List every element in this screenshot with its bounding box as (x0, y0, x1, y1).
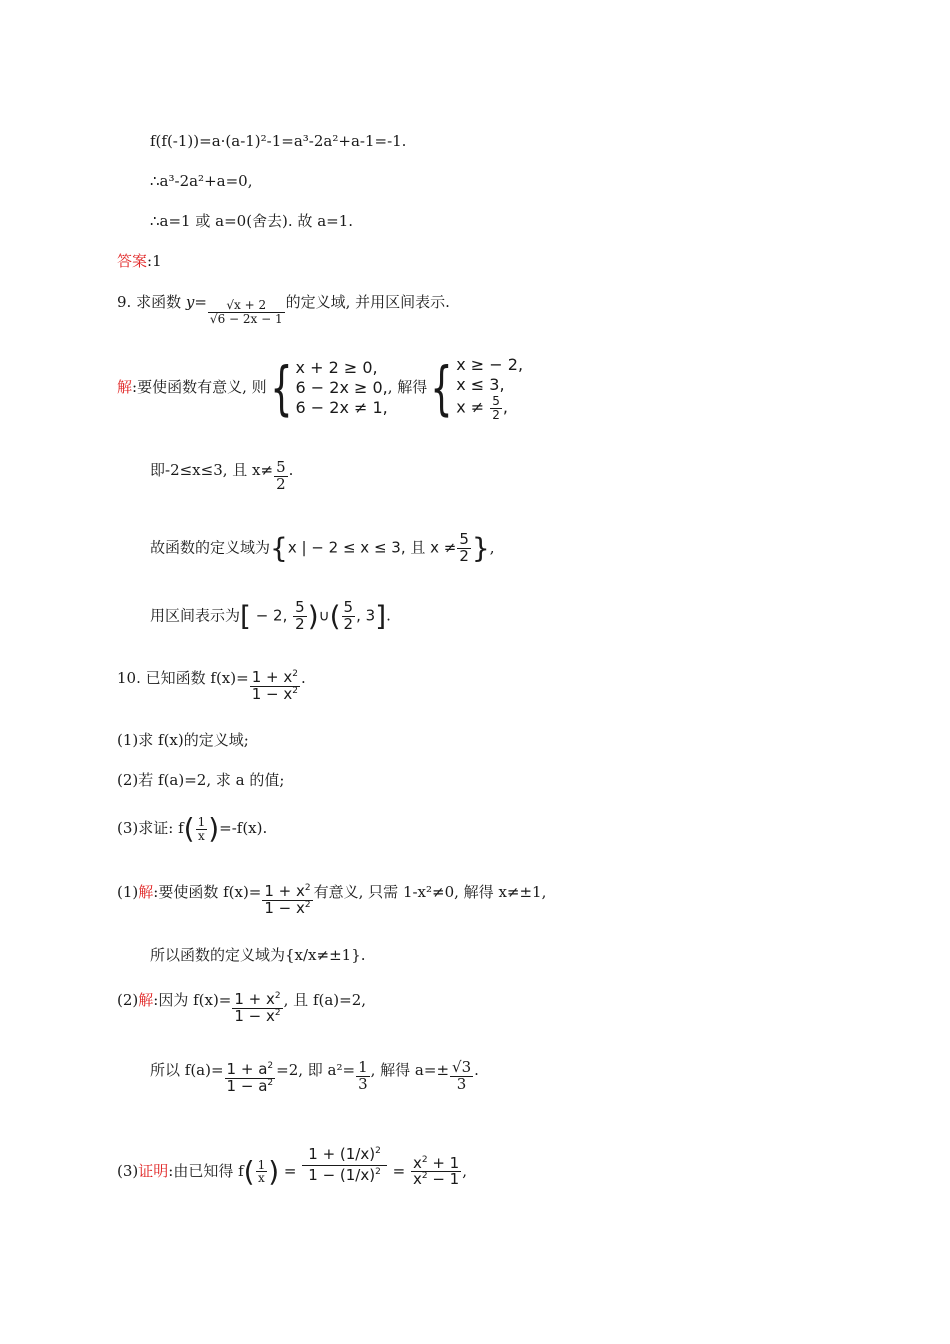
system-2: x ≥ − 2, x ≤ 3, x ≠ $\frac{5}{2}$ , (456, 355, 524, 422)
solution-9: 解:要使函数有意义, 则{ x + 2 ≥ 0, 6 − 2x ≥ 0, 6 − 2x ≠ 1, , 解得{ x ≥ − 2, x ≤ 3, x ≠ $\frac{5}{2}$ , (117, 354, 524, 423)
q9-prefix: 9. 求函数 (117, 293, 182, 311)
line-text: f(f(-1))=a·(a-1)²-1=a³-2a²+a-1=-1. (150, 132, 407, 150)
solution-10-2-b: 所以 f(a)= $\frac{1 + a^2}{1 - a^2}$ =2, 即 a²= $\frac{1}{3}$ , 解得 a=± $\frac{√3}{3}$ . (150, 1058, 479, 1095)
jie-label: 解 (117, 378, 133, 397)
solution-9-interval: 用区间表示为[ − 2, $\frac{5}{2}$ )∪( $\frac{5}{2}$ , 3]. (150, 598, 391, 633)
solution-10-1-domain (150, 945, 366, 965)
line-text: ∴a=1 或 a=0(舍去). 故 a=1. (150, 212, 354, 230)
solution-10-1: (1)解:要使函数 f(x)= $\frac{1 + x^2}{1 - x^2}$ 有意义, 只需 1-x²≠0, 解得 x≠±1, (117, 882, 547, 917)
sol9-text: :要使函数有意义, 则 (132, 378, 267, 397)
s1-prefix: (1) (117, 883, 139, 901)
answer-value: :1 (147, 252, 162, 270)
q9-fraction: $\frac{√x + 2}{√6 - 2x - 1}$ (209, 298, 283, 326)
s2-text: :因为 f(x)= (153, 991, 232, 1009)
interval-prefix: 用区间表示为 (150, 606, 241, 625)
solution-10-3: (3)证明:由已知得 f( $\frac{1}{x}$ ) = $\frac{1 + (1/x)^2}{1 - (1/x)^2}$ = $\frac{x^2 + 1}{x^2 - 1}$ , (117, 1145, 467, 1189)
s3-text: :由已知得 f (168, 1161, 244, 1180)
question-9: 9. 求函数 y= $\frac{√x + 2}{√6 - 2x - 1}$ 的定义域, 并用区间表示. (117, 293, 450, 326)
question-10-3: (3)求证: f( $\frac{1}{x}$ )=-f(x). (117, 812, 268, 845)
jie-label: 解 (138, 883, 154, 901)
sol9-mid: , 解得 (387, 378, 428, 397)
s2-prefix: (2) (117, 991, 139, 1009)
system-1: x + 2 ≥ 0, 6 − 2x ≥ 0, 6 − 2x ≠ 1, (295, 358, 388, 418)
q10-prefix: 10. 已知函数 f(x)= (117, 669, 249, 687)
proof-label: 证明 (138, 1161, 169, 1180)
domain-set: x | − 2 ≤ x ≤ 3, 且 x ≠ (287, 538, 457, 557)
question-10-2 (117, 770, 284, 790)
q9-suffix: 的定义域, 并用区间表示. (285, 293, 450, 311)
solution-9-domain: 故函数的定义域为{x | − 2 ≤ x ≤ 3, 且 x ≠ $\frac{5}{2}$ }, (150, 530, 495, 565)
question-10-1 (117, 730, 249, 750)
s3-prefix: (3) (117, 1161, 139, 1180)
s2b-mid: =2, 即 a²= (276, 1061, 356, 1079)
s1-suffix: 有意义, 只需 1-x²≠0, 解得 x≠±1, (313, 883, 547, 901)
q10-3-prefix: (3)求证: f (117, 819, 184, 837)
answer-label: 答案 (117, 252, 148, 270)
s2b-prefix: 所以 f(a)= (150, 1061, 224, 1079)
solution-line-2 (150, 171, 252, 191)
q10-2-text: (2)若 f(a)=2, 求 a 的值; (117, 771, 285, 789)
s1-text: :要使函数 f(x)= (153, 883, 262, 901)
solution-10-2: (2)解:因为 f(x)= $\frac{1 + x^2}{1 - x^2}$ , 且 f(a)=2, (117, 990, 367, 1025)
s2-suffix: , 且 f(a)=2, (283, 991, 367, 1009)
domain-prefix: 故函数的定义域为 (150, 538, 271, 557)
s1-domain: 所以函数的定义域为{x/x≠±1}. (150, 946, 366, 964)
jie-label: 解 (138, 991, 154, 1009)
solution-line-1 (150, 131, 406, 151)
answer-line (117, 251, 162, 271)
ji-text: 即-2≤x≤3, 且 x≠ (150, 461, 274, 479)
q10-3-suffix: =-f(x). (219, 819, 268, 837)
q10-1-text: (1)求 f(x)的定义域; (117, 731, 249, 749)
solution-line-3 (150, 211, 353, 231)
solution-9-ji: 即-2≤x≤3, 且 x≠ $\frac{5}{2}$ . (150, 458, 294, 493)
s2b-mid2: , 解得 a=± (370, 1061, 450, 1079)
line-text: ∴a³-2a²+a=0, (150, 172, 253, 190)
question-10: 10. 已知函数 f(x)= $\frac{1 + x^2}{1 - x^2}$ . (117, 668, 306, 703)
